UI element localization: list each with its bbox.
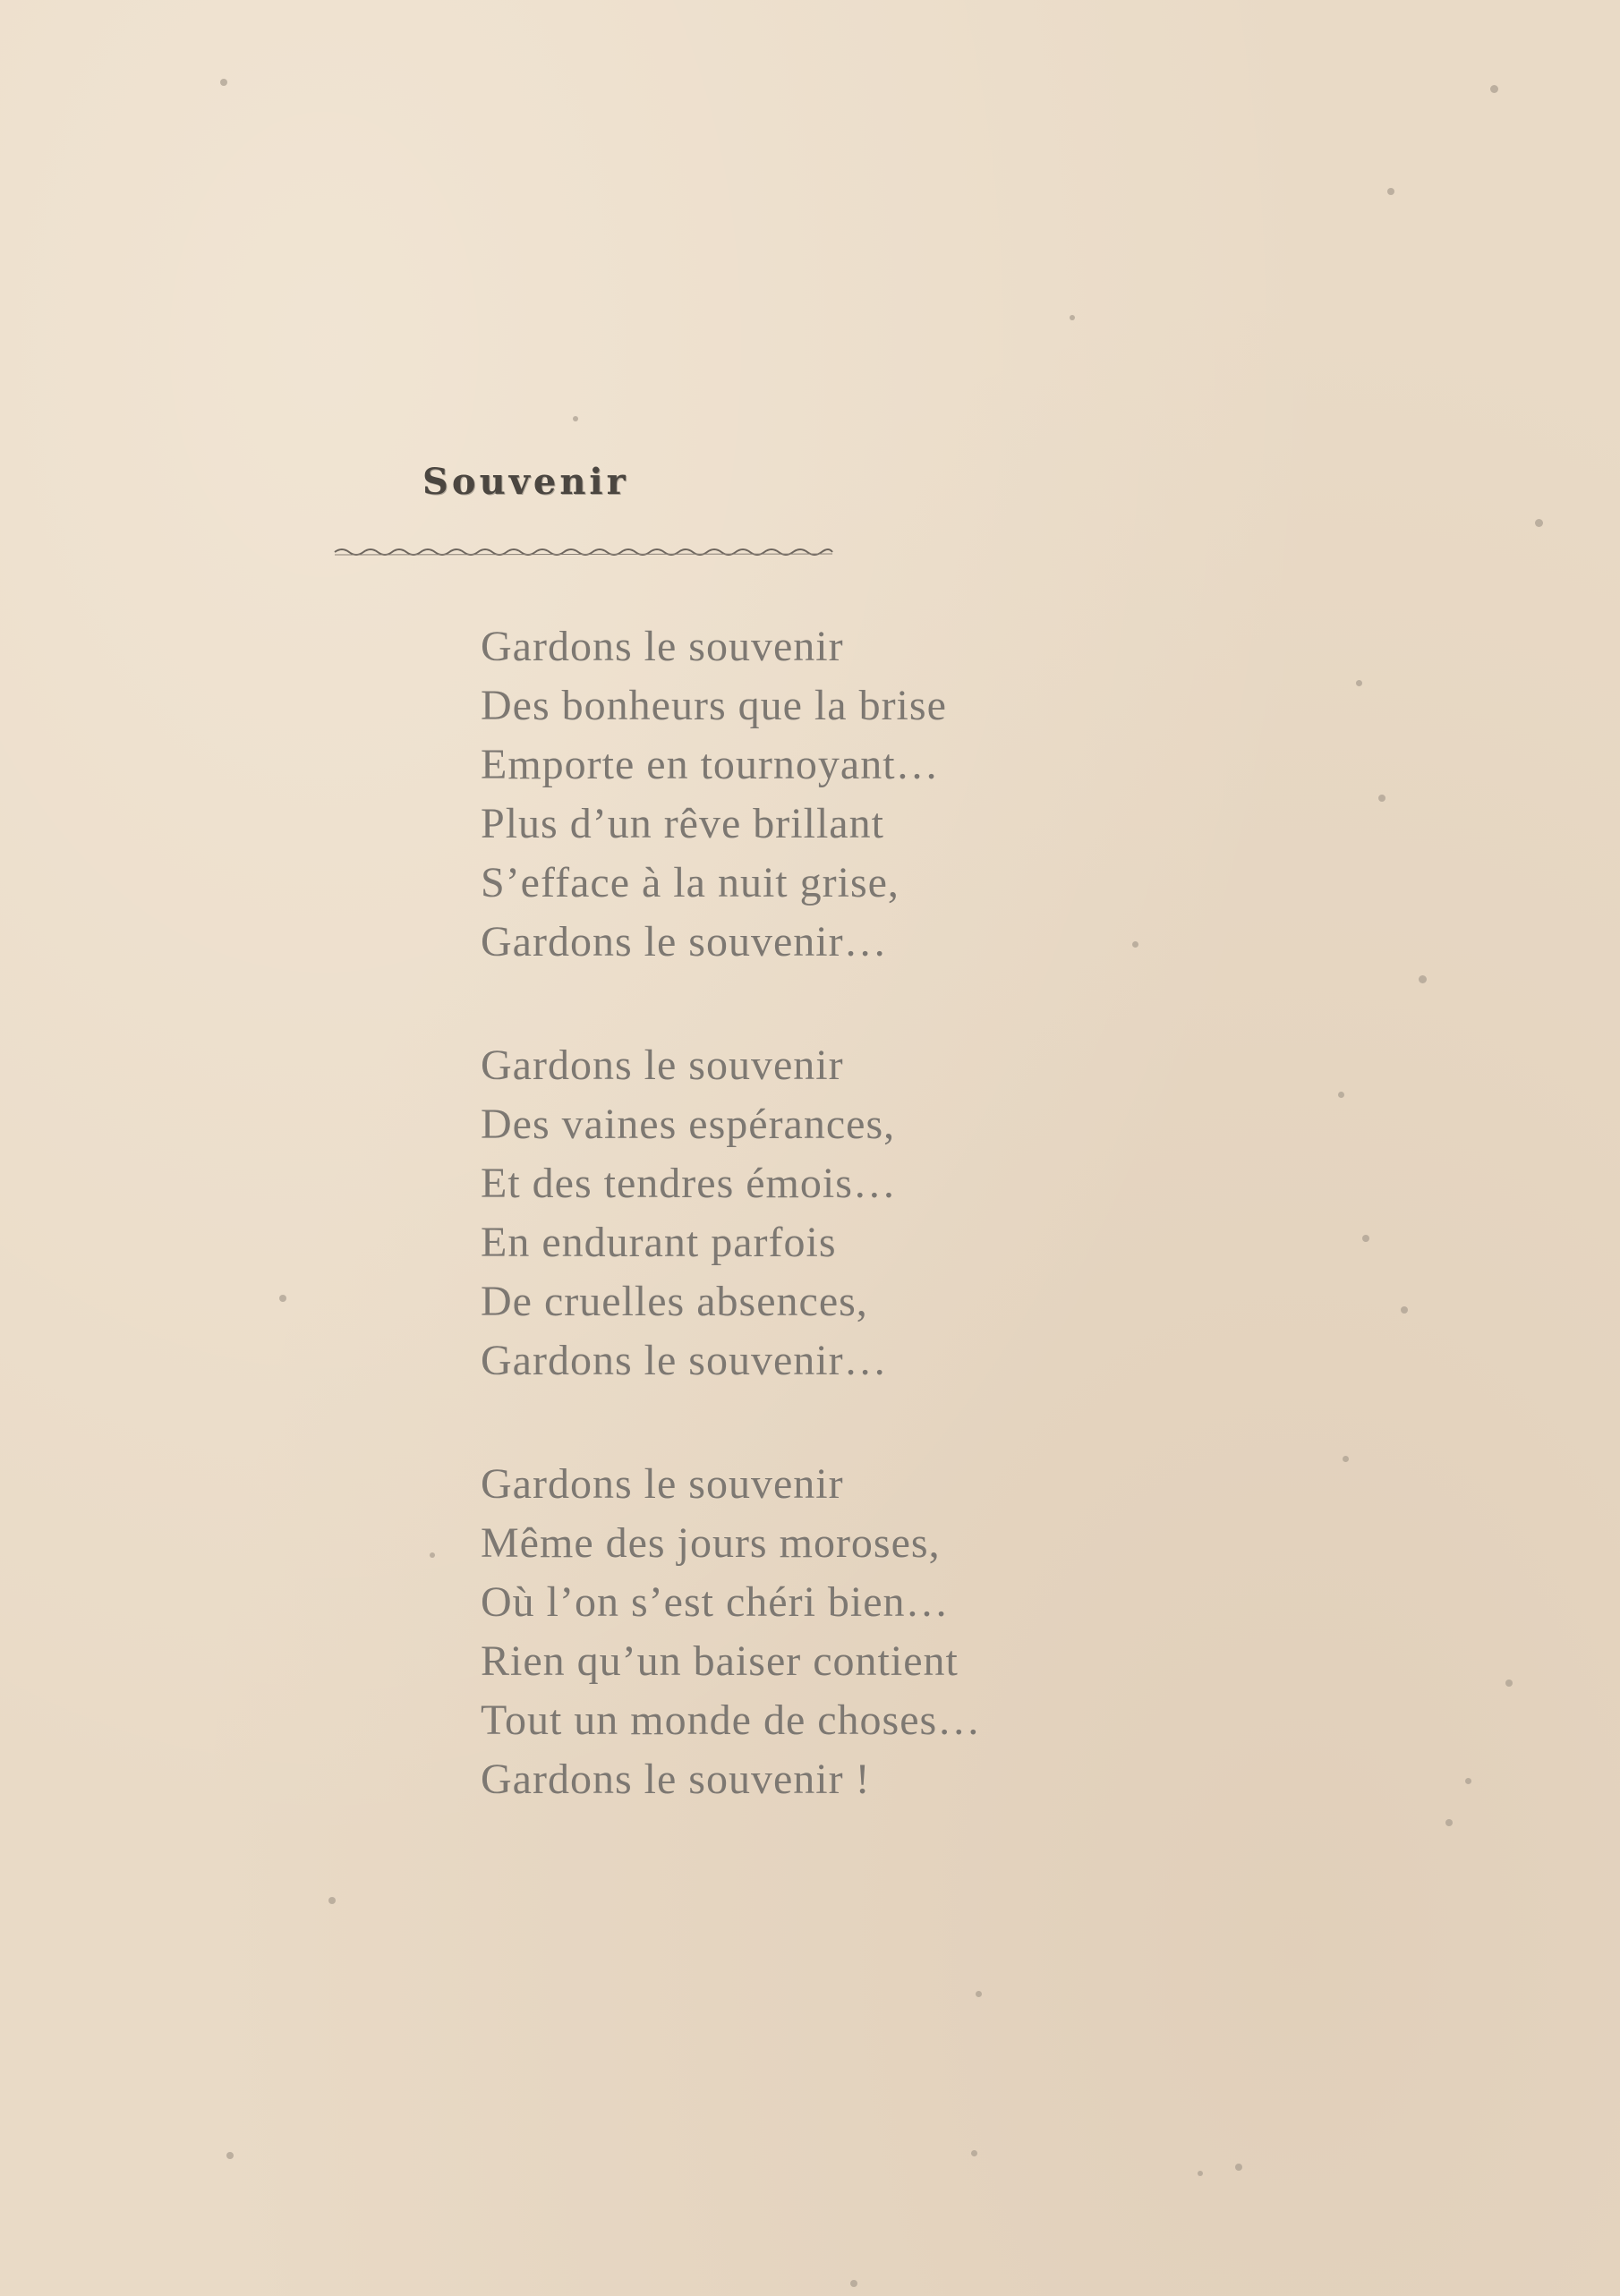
paper-speck: [1070, 315, 1075, 320]
verse-line: Plus d’un rêve brillant: [481, 800, 884, 847]
verse-line: De cruelles absences,: [481, 1278, 868, 1325]
paper-speck: [1338, 1092, 1344, 1098]
verse-line: Tout un monde de choses…: [481, 1696, 982, 1744]
verse-line: En endurant parfois: [481, 1219, 837, 1266]
paper-speck: [1387, 188, 1394, 195]
poem-title: Souvenir: [422, 461, 629, 503]
verse-line: Des bonheurs que la brise: [481, 682, 947, 729]
verse-line: Gardons le souvenir: [481, 1042, 844, 1089]
stanza-1: [481, 617, 1161, 972]
verse-line: Emporte en tournoyant…: [481, 741, 940, 788]
paper-speck: [1343, 1456, 1349, 1462]
paper-speck: [1235, 2164, 1242, 2171]
paper-speck: [573, 416, 578, 421]
paper-speck: [976, 1991, 982, 1997]
verse-line: Gardons le souvenir: [481, 1460, 844, 1508]
paper-speck: [1401, 1306, 1408, 1314]
paper-speck: [1378, 795, 1386, 802]
paper-speck: [1419, 975, 1427, 983]
paper-speck: [1535, 519, 1543, 527]
paper-speck: [971, 2150, 977, 2156]
poem-body: [481, 617, 1161, 1874]
paper-speck: [226, 2152, 234, 2159]
verse-line: Gardons le souvenir…: [481, 918, 888, 965]
verse-line: S’efface à la nuit grise,: [481, 859, 900, 906]
verse-line: Gardons le souvenir !: [481, 1756, 871, 1803]
verse-line: Et des tendres émois…: [481, 1160, 897, 1207]
stanza-2: [481, 1036, 1161, 1390]
verse-line: Même des jours moroses,: [481, 1519, 941, 1567]
paper-speck: [1132, 941, 1138, 948]
paper-speck: [430, 1552, 435, 1558]
paper-speck: [850, 2280, 857, 2287]
verse-line: Gardons le souvenir: [481, 623, 844, 670]
stanza-3: [481, 1455, 1161, 1809]
paper-speck: [1465, 1778, 1471, 1784]
title-ornament-rule: [333, 541, 834, 563]
paper-speck: [1505, 1679, 1513, 1687]
verse-line: Rien qu’un baiser contient: [481, 1637, 959, 1685]
paper-speck: [1490, 85, 1498, 93]
verse-line: Gardons le souvenir…: [481, 1337, 888, 1384]
paper-speck: [1356, 680, 1362, 686]
paper-speck: [1445, 1819, 1453, 1826]
paper-speck: [220, 79, 227, 86]
paper-speck: [1198, 2171, 1203, 2176]
paper-speck: [1362, 1235, 1369, 1242]
verse-line: Des vaines espérances,: [481, 1101, 896, 1148]
paper-speck: [279, 1295, 286, 1302]
paper-speck: [328, 1897, 336, 1904]
verse-line: Où l’on s’est chéri bien…: [481, 1578, 950, 1626]
